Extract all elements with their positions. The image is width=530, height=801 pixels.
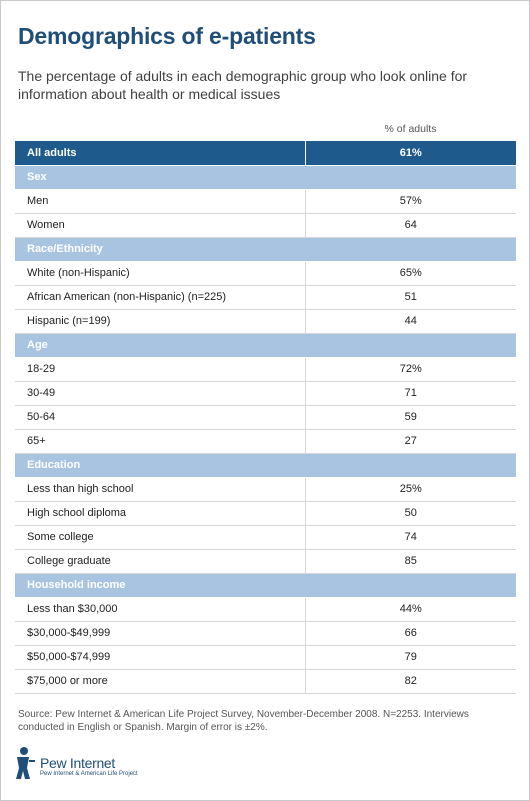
source-note: Source: Pew Internet & American Life Project Survey, November-December 2008. N=2253. Interviews conducted in English or Spanish. Margin of error is ±2%. [18, 709, 469, 733]
table-body [15, 141, 516, 693]
group-value-cell [305, 333, 516, 357]
value-column-header: % of adults [384, 123, 437, 135]
row-value: 61% [305, 141, 516, 165]
row-value: 82 [305, 669, 516, 693]
row-value: 27 [305, 429, 516, 453]
table-row [15, 645, 516, 669]
row-label: Less than $30,000 [15, 597, 305, 621]
row-label: Men [15, 189, 305, 213]
row-label: Hispanic (n=199) [15, 309, 305, 333]
group-label: Household income [15, 573, 305, 597]
group-label: Sex [15, 165, 305, 189]
group-header-row [15, 333, 516, 357]
group-header-row [15, 165, 516, 189]
table-row [15, 357, 516, 381]
table-row [15, 549, 516, 573]
pew-internet-logo [15, 746, 165, 782]
group-label: Education [15, 453, 305, 477]
row-label: 30-49 [15, 381, 305, 405]
group-header-row [15, 453, 516, 477]
table-row [15, 477, 516, 501]
demographics-table [15, 141, 516, 694]
row-value: 72% [305, 357, 516, 381]
row-label: Women [15, 213, 305, 237]
row-label: 50-64 [15, 405, 305, 429]
group-value-cell [305, 573, 516, 597]
table-row [15, 261, 516, 285]
row-label: $30,000-$49,999 [15, 621, 305, 645]
row-value: 71 [305, 381, 516, 405]
table-row [15, 597, 516, 621]
row-label: All adults [15, 141, 305, 165]
table-row [15, 309, 516, 333]
row-label: African American (non-Hispanic) (n=225) [15, 285, 305, 309]
table-row [15, 189, 516, 213]
row-label: White (non-Hispanic) [15, 261, 305, 285]
chart-subtitle: The percentage of adults in each demographic group who look online for information about health or medical issues [18, 68, 468, 102]
row-value: 79 [305, 645, 516, 669]
logo-tagline: Pew Internet & American Life Project [40, 771, 138, 777]
table-row [15, 621, 516, 645]
table-row [15, 429, 516, 453]
row-value: 25% [305, 477, 516, 501]
row-label: 65+ [15, 429, 305, 453]
group-header-row [15, 237, 516, 261]
row-label: Less than high school [15, 477, 305, 501]
group-label: Age [15, 333, 305, 357]
row-value: 66 [305, 621, 516, 645]
row-value: 57% [305, 189, 516, 213]
row-label: College graduate [15, 549, 305, 573]
table-row [15, 381, 516, 405]
row-value: 74 [305, 525, 516, 549]
row-label: Some college [15, 525, 305, 549]
row-value: 44% [305, 597, 516, 621]
row-label: High school diploma [15, 501, 305, 525]
row-value: 64 [305, 213, 516, 237]
table-row [15, 405, 516, 429]
row-value: 44 [305, 309, 516, 333]
group-label: Race/Ethnicity [15, 237, 305, 261]
row-value: 85 [305, 549, 516, 573]
group-header-row [15, 573, 516, 597]
group-value-cell [305, 237, 516, 261]
table-row [15, 669, 516, 693]
row-label: $75,000 or more [15, 669, 305, 693]
row-value: 59 [305, 405, 516, 429]
row-label: 18-29 [15, 357, 305, 381]
row-value: 50 [305, 501, 516, 525]
row-label: $50,000-$74,999 [15, 645, 305, 669]
table-row [15, 501, 516, 525]
group-value-cell [305, 165, 516, 189]
all-adults-row [15, 141, 516, 165]
chart-title: Demographics of e-patients [18, 23, 316, 49]
pew-figure-icon [15, 746, 37, 780]
table-row [15, 525, 516, 549]
row-value: 51 [305, 285, 516, 309]
row-value: 65% [305, 261, 516, 285]
group-value-cell [305, 453, 516, 477]
table-row [15, 285, 516, 309]
table-row [15, 213, 516, 237]
logo-name: Pew Internet [40, 755, 115, 771]
